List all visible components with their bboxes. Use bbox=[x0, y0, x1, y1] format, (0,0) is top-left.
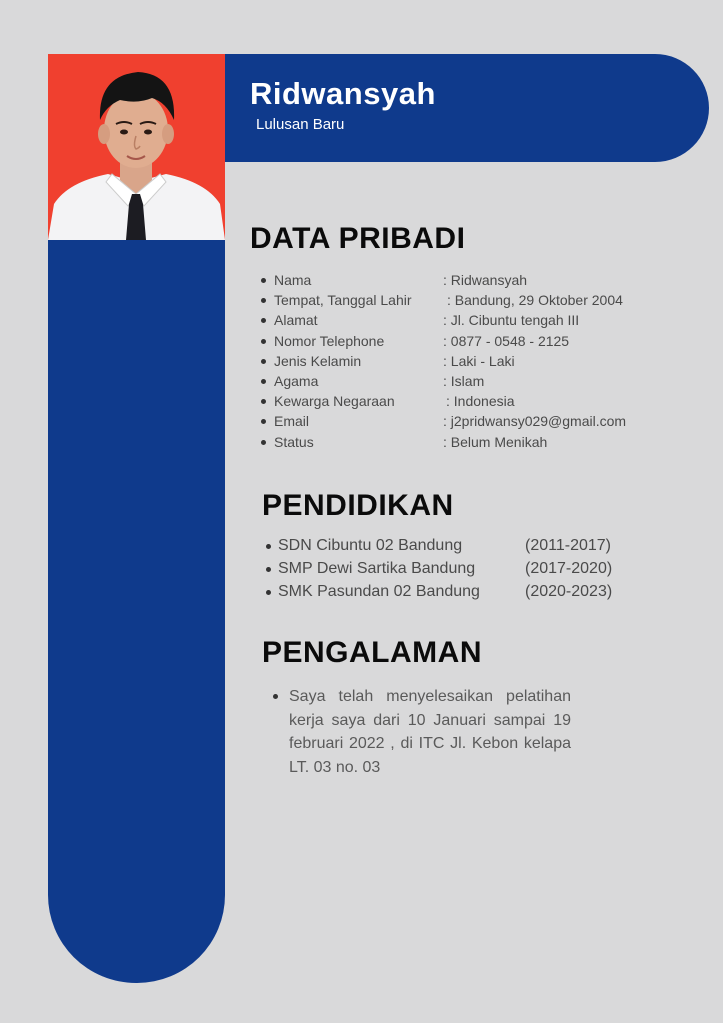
field-value: : Jl. Cibuntu tengah III bbox=[443, 312, 580, 329]
field-value: : Indonesia bbox=[446, 393, 515, 410]
field-label: Kewarga Negaraan bbox=[274, 393, 395, 410]
field-label: Alamat bbox=[274, 312, 318, 329]
field-value: : Bandung, 29 Oktober 2004 bbox=[447, 292, 623, 309]
field-value: : Islam bbox=[443, 372, 485, 389]
field-label: Email bbox=[274, 413, 310, 430]
field-label: Agama bbox=[274, 372, 319, 389]
bullet-icon bbox=[261, 278, 266, 283]
bullet-icon bbox=[261, 379, 266, 384]
bullet-icon bbox=[261, 359, 266, 364]
bullet-icon bbox=[261, 318, 266, 323]
field-label: Nomor Telephone bbox=[274, 332, 385, 349]
school-name: SMK Pasundan 02 Bandung bbox=[278, 583, 480, 600]
bullet-icon bbox=[261, 440, 266, 445]
section-title-pengalaman: PENGALAMAN bbox=[262, 636, 482, 669]
bullet-icon bbox=[266, 567, 271, 572]
bullet-icon bbox=[266, 544, 271, 549]
person-name: Ridwansyah bbox=[250, 76, 436, 111]
field-value: : 0877 - 0548 - 2125 bbox=[443, 332, 570, 349]
bullet-icon bbox=[261, 298, 266, 303]
bullet-icon bbox=[261, 339, 266, 344]
person-portrait-icon bbox=[48, 54, 225, 240]
school-name: SDN Cibuntu 02 Bandung bbox=[278, 537, 463, 554]
left-blue-bar bbox=[48, 220, 225, 983]
school-years: (2017-2020) bbox=[525, 560, 613, 577]
school-years: (2020-2023) bbox=[525, 583, 613, 600]
experience-item bbox=[273, 685, 573, 779]
field-value: : Laki - Laki bbox=[443, 352, 515, 369]
field-label: Tempat, Tanggal Lahir bbox=[274, 292, 412, 309]
section-title-pendidikan: PENDIDIKAN bbox=[262, 489, 454, 522]
field-label: Status bbox=[274, 433, 314, 450]
bullet-icon bbox=[273, 694, 278, 699]
field-value: : Ridwansyah bbox=[443, 272, 528, 288]
experience-text: Saya telah menyelesaikan pelatihan kerja saya dari 10 Januari sampai 19 februari 2022 , di ITC Jl. Kebon kelapa LT. 03 no. 03 bbox=[289, 688, 571, 776]
profile-photo bbox=[48, 54, 225, 240]
bullet-icon bbox=[261, 399, 266, 404]
school-name: SMP Dewi Sartika Bandung bbox=[278, 560, 476, 577]
bullet-icon bbox=[266, 590, 271, 595]
field-value: : Belum Menikah bbox=[443, 433, 548, 450]
section-title-data-pribadi: DATA PRIBADI bbox=[250, 222, 466, 255]
field-value: : j2pridwansy029@gmail.com bbox=[443, 413, 627, 430]
bullet-icon bbox=[261, 419, 266, 424]
field-label: Nama bbox=[274, 272, 312, 288]
field-label: Jenis Kelamin bbox=[274, 352, 362, 369]
school-years: (2011-2017) bbox=[525, 537, 611, 554]
person-subtitle: Lulusan Baru bbox=[256, 116, 345, 133]
